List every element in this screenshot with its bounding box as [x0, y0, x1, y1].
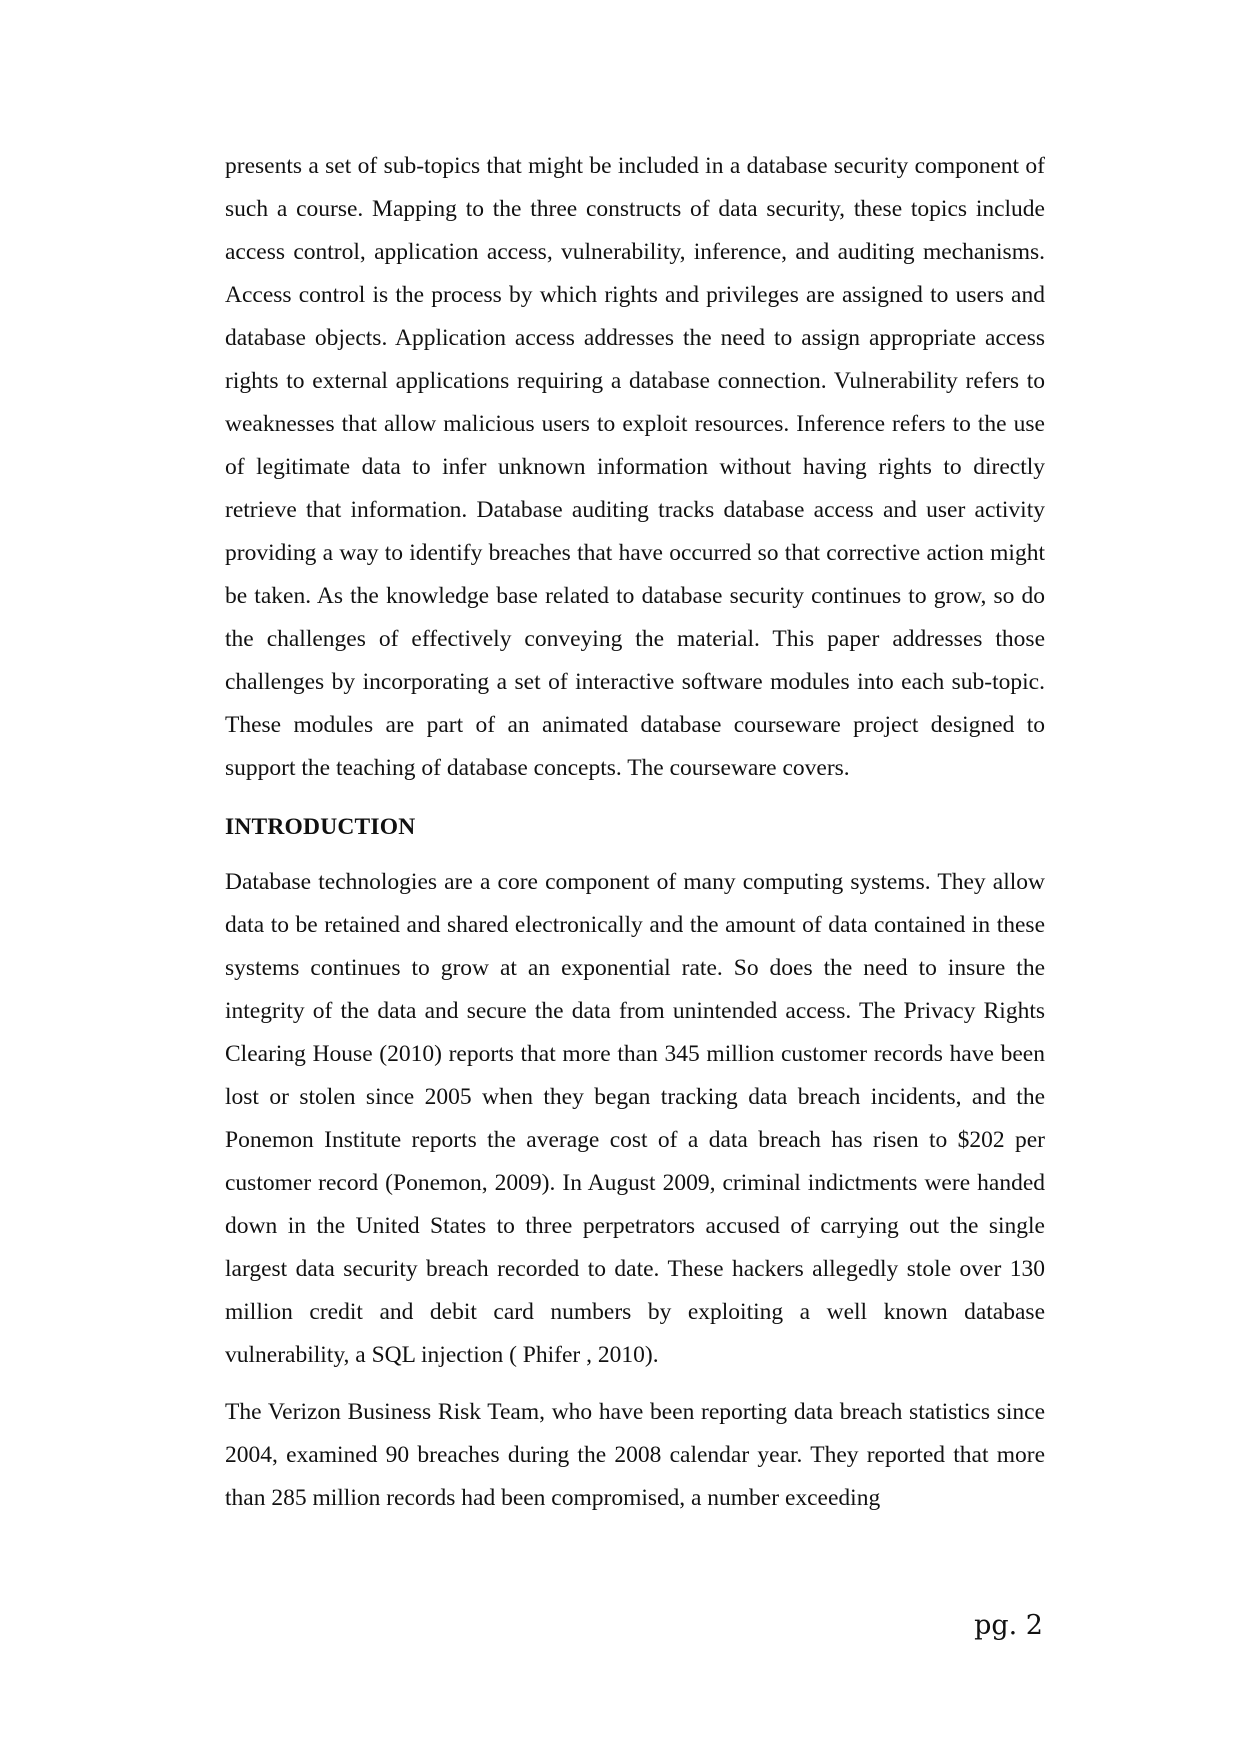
paragraph-verizon: The Verizon Business Risk Team, who have been reporting data breach statistics since 2004, examined 90 breaches during the 2008 calendar year. They reported that more than 285 million records had been compromised, a number exceeding	[225, 1399, 1045, 1511]
page-body	[225, 145, 1045, 1520]
section-heading-introduction: INTRODUCTION	[225, 814, 416, 840]
paragraph-introduction: Database technologies are a core component of many computing systems. They allow data to be retained and shared electronically and the amount of data contained in these systems continues to grow at an exponential rate. So does the need to insure the integrity of the data and secure the data from unintended access. The Privacy Rights Clearing House (2010) reports that more than 345 million customer records have been lost or stolen since 2005 when they began tracking data breach incidents, and the Ponemon Institute reports the average cost of a data breach has risen to $202 per customer record (Ponemon, 2009). In August 2009, criminal indictments were handed down in the United States to three perpetrators accused of carrying out the single largest data security breach recorded to date. These hackers allegedly stole over 130 million credit and debit card numbers by exploiting a well known database vulnerability, a SQL injection ( Phifer , 2010).	[225, 869, 1045, 1368]
paragraph-subtopics: presents a set of sub-topics that might be included in a database security component of such a course. Mapping to the three constructs of data security, these topics include access control, application access, vulnerability, inference, and auditing mechanisms. Access control is the process by which rights and privileges are assigned to users and database objects. Application access addresses the need to assign appropriate access rights to external applications requiring a database connection. Vulnerability refers to weaknesses that allow malicious users to exploit resources. Inference refers to the use of legitimate data to infer unknown information without having rights to directly retrieve that information. Database auditing tracks database access and user activity providing a way to identify breaches that have occurred so that corrective action might be taken. As the knowledge base related to database security continues to grow, so do the challenges of effectively conveying the material. This paper addresses those challenges by incorporating a set of interactive software modules into each sub-topic. These modules are part of an animated database courseware project designed to support the teaching of database concepts. The courseware covers.	[225, 153, 1045, 781]
page-number: pg. 2	[974, 1610, 1043, 1641]
